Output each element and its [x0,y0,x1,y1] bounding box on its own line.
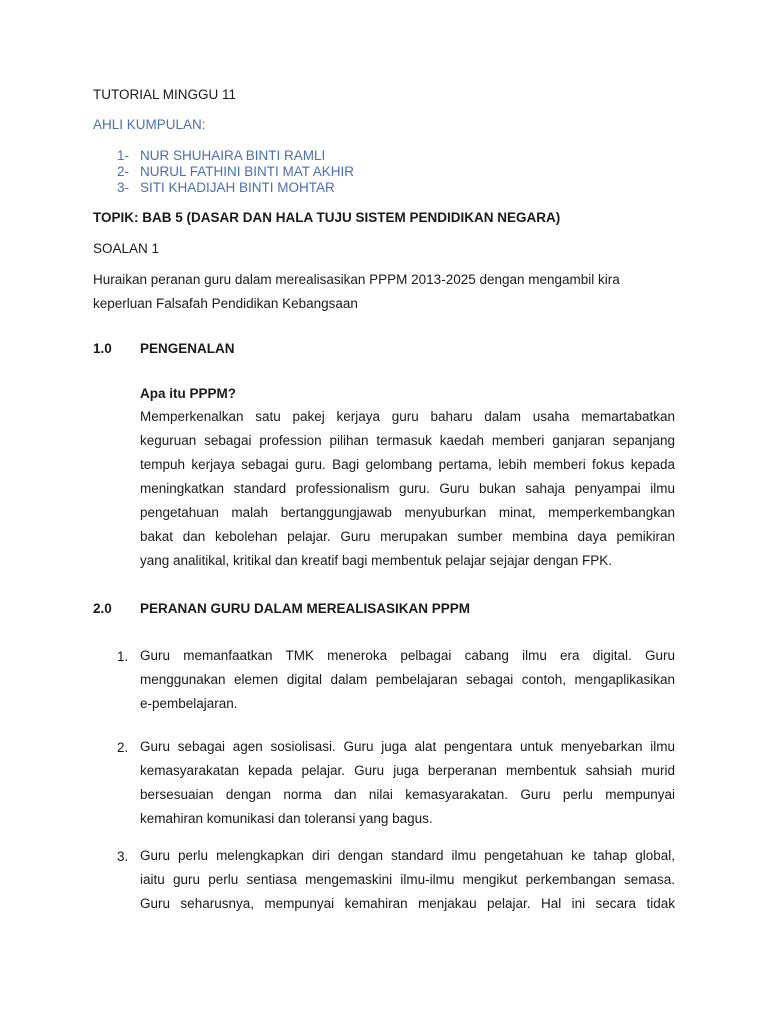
list-number: 3. [117,849,129,864]
section-subtitle: Apa itu PPPM? [140,386,237,401]
section-title: PERANAN GURU DALAM MEREALISASIKAN PPPM [140,601,471,616]
paragraph-line: pengetahuan malah bertanggungjawab menyuburkan minat, memperkembangkan [140,505,675,520]
question-label: SOALAN 1 [93,241,160,256]
paragraph-line: Guru perlu melengkapkan diri dengan standard ilmu pengetahuan ke tahap global, [140,848,675,863]
paragraph-line: iaitu guru perlu sentiasa mengemaskini ilmu-ilmu mengikut perkembangan semasa. [140,872,675,887]
member-number: 1- [117,148,130,163]
paragraph-line: e-pembelajaran. [140,696,238,711]
section-title: PENGENALAN [140,341,235,356]
list-number: 2. [117,740,129,755]
topic-heading: TOPIK: BAB 5 (DASAR DAN HALA TUJU SISTEM PENDIDIKAN NEGARA) [93,210,561,225]
paragraph-line: bakat dan kebolehan pelajar. Guru merupakan sumber membina daya pemikiran [140,529,675,544]
member-name: SITI KHADIJAH BINTI MOHTAR [140,180,335,195]
member-name: NURUL FATHINI BINTI MAT AKHIR [140,164,355,179]
paragraph-line: bersesuaian dengan norma dan nilai kemasyarakatan. Guru perlu mempunyai [140,787,675,802]
members-label: AHLI KUMPULAN: [93,117,206,132]
intro-paragraph [140,405,675,573]
member-number: 3- [117,180,130,195]
paragraph-line: meningkatkan standard professionalism guru. Guru bukan sahaja penyampai ilmu [140,481,675,496]
list-item [140,644,675,716]
paragraph-line: menggunakan elemen digital dalam pembelajaran sebagai contoh, mengaplikasikan [140,672,675,687]
question-line: keperluan Falsafah Pendidikan Kebangsaan [93,296,358,311]
paragraph-line: keguruan sebagai profession pilihan termasuk kaedah memberi ganjaran sepanjang [140,433,675,448]
paragraph-line: kemasyarakatan kepada pelajar. Guru juga berperanan membentuk sahsiah murid [140,763,675,778]
list-item [140,844,675,916]
paragraph-line: Guru sebagai agen sosiolisasi. Guru juga alat pengentara untuk menyebarkan ilmu [140,739,675,754]
section-number: 2.0 [93,601,112,616]
member-number: 2- [117,164,130,179]
document-title: TUTORIAL MINGGU 11 [93,87,237,102]
question-line: Huraikan peranan guru dalam merealisasikan PPPM 2013-2025 dengan mengambil kira [93,272,620,287]
paragraph-line: Guru memanfaatkan TMK meneroka pelbagai cabang ilmu era digital. Guru [140,648,675,663]
section-number: 1.0 [93,341,112,356]
paragraph-line: Guru seharusnya, mempunyai kemahiran menjakau pelajar. Hal ini secara tidak [140,896,675,911]
paragraph-line: kemahiran komunikasi dan toleransi yang bagus. [140,811,433,826]
list-number: 1. [117,649,129,664]
paragraph-line: Memperkenalkan satu pakej kerjaya guru baharu dalam usaha memartabatkan [140,409,675,424]
paragraph-line: yang analitikal, kritikal dan kreatif bagi membentuk pelajar sejajar dengan FPK. [140,553,613,568]
member-name: NUR SHUHAIRA BINTI RAMLI [140,148,326,163]
list-item [140,735,675,831]
paragraph-line: tempuh kerjaya sebagai guru. Bagi gelombang pertama, lebih memberi fokus kepada [140,457,675,472]
